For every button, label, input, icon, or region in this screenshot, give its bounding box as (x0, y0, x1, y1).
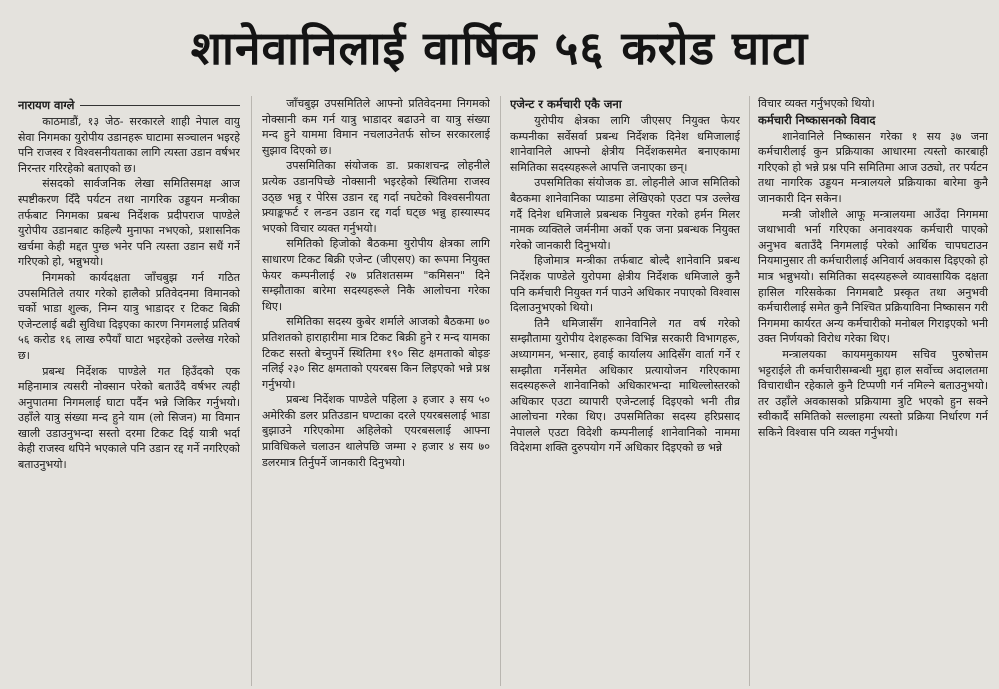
byline (18, 96, 240, 114)
column-divider (500, 96, 501, 686)
paragraph: तिनै धमिजासँग शानेवानिले गत वर्ष गरेको सम्झौतामा युरोपीय देशहरूका विभिन्न सरकारी विभागहरू, अध्यागमन, भन्सार, हवाई कार्यालय आदिसँग वार्ता गर्ने र सम्झौता गर्नेसमेत अधिकार प्रत्यायोजन गरिएकामा सदस्यहरूले शानेवानिको अधिकारभन्दा माथिल्लोस्तरको अधिकार एउटा व्यापारी एजेन्टलाई दिइएको भनी तीव्र आलोचना गरेका थिए। उपसमितिका सदस्य हरिप्रसाद नेपालले एउटा विदेशी कम्पनीलाई शानेवानिको नाममा विदेशमा शक्ति दुरुपयोग गर्ने अधिकार दिइएको छ भन्ने (510, 316, 740, 455)
paragraph: समितिका सदस्य कुबेर शर्माले आजको बैठकमा ७० प्रतिशतको हाराहारीमा मात्र टिकट बिक्री हुने र मन्द यामका टिकट सस्तो बेच्नुपर्ने स्थितिमा १९० सिट क्षमताको बोइङ नलिई २३० सिट क्षमताको एयरबस किन लिइएको भन्ने प्रश्न गर्नुभयो। (262, 315, 490, 391)
byline-rule (80, 105, 240, 106)
paragraph: मन्त्रालयका कायममुकायम सचिव पुरुषोत्तम भट्टराईले ती कर्मचारीसम्बन्धी मुद्दा हाल सर्वोच्च अदालतमा विचाराधीन रहेकाले कुनै टिप्पणी गर्न नमिल्ने बताउनुभयो। तर उहाँले अवकासको प्रक्रियामा त्रुटि भएको हुन सक्ने स्वीकार्दै समितिको सल्लाहमा त्यस्तो प्रक्रिया निर्धारण गर्न सकिने विश्वास पनि व्यक्त गर्नुभयो। (758, 347, 988, 439)
paragraph: उपसमितिका संयोजक डा. प्रकाशचन्द्र लोहनीले प्रत्येक उडानपिच्छे नोक्सानी भइरहेको स्थितिमा राजस्व उठ्छ भन्नु र पेरिस उडान रद्द गर्दा नघटेको विश्वसनीयता फ्र्याङ्कफर्ट र लन्डन उडान रद्द गर्दा घट्छ भन्नु हास्यास्पद भएको विचार व्यक्त गर्नुभयो। (262, 159, 490, 235)
paragraph: जाँचबुझ उपसमितिले आफ्नो प्रतिवेदनमा निगमको नोक्सानी कम गर्न यात्रु भाडादर बढाउने वा यात्रु संख्या मन्द हुने याममा विमान नचलाउनेतर्फ सोच्न सरकारलाई सुझाव दिएको छ। (262, 97, 490, 157)
column-3 (510, 96, 740, 686)
paragraph: काठमाडौं, १३ जेठ- सरकारले शाही नेपाल वायु सेवा निगमका युरोपीय उडानहरू घाटामा सञ्चालन भइरहे पनि राजस्व र विश्वसनीयताका लागि त्यस्ता उडान वर्षभर निरन्तर गरिरहेको बताएको छ। (18, 115, 240, 175)
paragraph: संसदको सार्वजनिक लेखा समितिसमक्ष आज स्पष्टीकरण दिँदै पर्यटन तथा नागरिक उड्डयन मन्त्रीका तर्फबाट निगमका प्रबन्ध निर्देशक प्रदीपराज पाण्डेले युरोपीय उडानबाट कहिल्यै मुनाफा नभएको, प्रशासनिक खर्चमा केही मद्दत पुग्छ भनेर पनि त्यस्ता उडान सधैं गर्ने गरिएको हो, भन्नुभयो। (18, 177, 240, 269)
paragraph: शानेवानिले निष्कासन गरेका १ सय ३७ जना कर्मचारीलाई कुन प्रक्रियाका आधारमा त्यस्तो कारबाही गरिएको हो भन्ने प्रश्न पनि समितिमा आज उठ्यो, तर पर्यटन तथा नागरिक उड्डयन मन्त्रालयले प्रक्रियाका बारेमा कुनै जानकारी दिन सकेन। (758, 129, 988, 205)
headline: शानेवानिलाई वार्षिक ५६ करोड घाटा (190, 21, 809, 75)
column-divider (749, 96, 750, 686)
column-divider (251, 96, 252, 686)
paragraph: विचार व्यक्त गर्नुभएको थियो। (758, 97, 875, 110)
subheading: कर्मचारी निष्कासनको विवाद (758, 112, 876, 127)
column-2 (262, 96, 490, 686)
byline-author: नारायण वाग्ले (18, 98, 75, 112)
paragraph: प्रबन्ध निर्देशक पाण्डेले गत हिउँदको एक महिनामात्र त्यसरी नोक्सान परेको बताउँदै वर्षभर त्यही अनुपातमा निगमलाई घाटा पर्दैन भन्ने जिकिर गर्नुभयो। उहाँले यात्रु संख्या मन्द हुने याम (लो सिजन) मा विमान खाली उडाउनुभन्दा सस्तो दरमा टिकट दिई यात्री भर्दा केही राजस्व थपिने भएकाले पनि उडान रद्द गर्ने नगरिएको बताउनुभयो। (18, 364, 240, 472)
subheading: एजेन्ट र कर्मचारी एकै जना (510, 97, 622, 111)
column-4 (758, 96, 988, 686)
column-1 (18, 96, 240, 686)
paragraph: युरोपीय क्षेत्रका लागि जीएसए नियुक्त फेयर कम्पनीका सर्वेसर्वा प्रबन्ध निर्देशक दिनेश धमिजालाई शानेवानिले आफ्नो क्षेत्रीय निर्देशकसमेत बनाएकामा समितिका सदस्यहरूले आपत्ति जनाएका छन्। (510, 114, 740, 174)
paragraph: उपसमितिका संयोजक डा. लोहनीले आज समितिको बैठकमा शानेवानिका प्याडमा लेखिएको एउटा पत्र उल्लेख गर्दै दिनेश धमिजाले प्रबन्धक नियुक्त गरेको हर्मन मिलर नामक व्यक्तिले जर्मनीमा अर्को एक जना प्रबन्धक नियुक्त गरेको जानकारी दिनुभयो। (510, 176, 740, 252)
paragraph: हिजोमात्र मन्त्रीका तर्फबाट बोल्दै शानेवानि प्रबन्ध निर्देशक पाण्डेले युरोपमा क्षेत्रीय निर्देशक धमिजाले कुनै पनि कर्मचारी नियुक्त गर्न पाउने अधिकार नपाएको विश्वास दिलाउनुभएको थियो। (510, 254, 740, 315)
paragraph: प्रबन्ध निर्देशक पाण्डेले पहिला ३ हजार ३ सय ५० अमेरिकी डलर प्रतिउडान घण्टाका दरले एयरबसलाई भाडा बुझाउने गरिएकोमा अहिलेको एयरबसलाई आफ्ना प्राविधिकले चलाउन थालेपछि जम्मा २ हजार ४ सय ७० डलरमात्र तिर्नुपर्ने जानकारी दिनुभयो। (262, 393, 490, 469)
paragraph: मन्त्री जोशीले आफू मन्त्रालयमा आउँदा निगममा जथाभावी भर्ना गरिएका अनावश्यक कर्मचारी पाएको अनुभव बताउँदै निगमलाई परेको आर्थिक चापघटाउन नियमानुसार ती कर्मचारीलाई अनिवार्य अवकास दिइएको हो मात्र भन्नुभयो। समितिका सदस्यहरूले व्यावसायिक दक्षता हासिल गरिसकेका निगमबाटै प्रस्कृत तथा अनुभवी कर्मचारीलाई समेत कुनै निश्चित प्रक्रियाविना निष्कासन गरी निगममा कार्यरत अन्य कर्मचारीको मनोबल गिराइएको भनी उक्त निर्णयको विरोध गरेका थिए। (758, 207, 988, 346)
paragraph: निगमको कार्यदक्षता जाँचबुझ गर्न गठित उपसमितिले तयार गरेको हालैको प्रतिवेदनमा विमानको चर्को भाडा शुल्क, निम्न यात्रु भाडादर र टिकट बिक्री एजेन्टलाई बढी सुविधा दिइएका कारण निगमलाई प्रतिवर्ष ५६ करोड १६ लाख रुपैयाँ घाटा भइरहेको उल्लेख गरेको छ। (18, 270, 240, 362)
paragraph: समितिको हिजोको बैठकमा युरोपीय क्षेत्रका लागि साधारण टिकट बिक्री एजेन्ट (जीएसए) का रूपमा नियुक्त फेयर कम्पनीलाई २७ प्रतिशतसम्म "कमिसन" दिने सम्झौताका बारेमा सदस्यहरूले निकै आलोचना गरेका थिए। (262, 237, 490, 313)
